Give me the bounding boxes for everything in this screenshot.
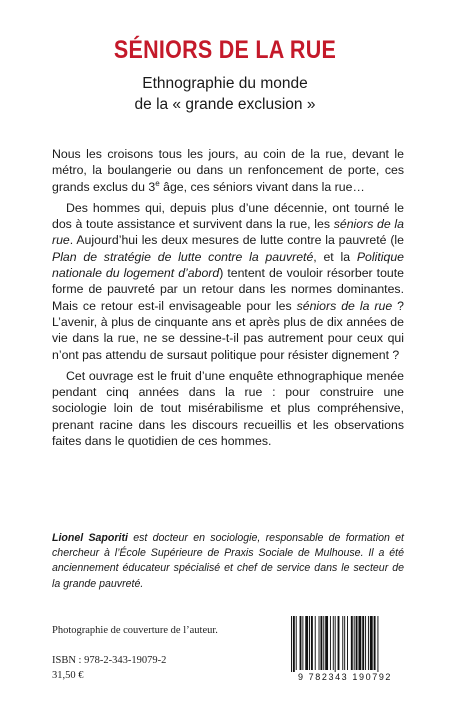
barcode-digits: 9 782343 190792 bbox=[297, 672, 393, 682]
barcode-bar bbox=[368, 616, 369, 670]
barcode-bar bbox=[377, 616, 378, 672]
barcode-bar bbox=[362, 616, 364, 670]
subtitle-line-2: de la « grande exclusion » bbox=[134, 96, 316, 113]
barcode-bars bbox=[287, 616, 403, 672]
barcode-bar bbox=[335, 616, 336, 672]
barcode-bar bbox=[333, 616, 334, 670]
barcode-bar bbox=[358, 616, 361, 670]
barcode-bar bbox=[305, 616, 308, 670]
barcode-bar bbox=[338, 616, 340, 670]
barcode-bar bbox=[342, 616, 343, 670]
barcode-bar bbox=[365, 616, 366, 670]
barcode-bar bbox=[293, 616, 295, 672]
barcode-bar bbox=[320, 616, 322, 670]
barcode-bar bbox=[344, 616, 345, 670]
blurb-paragraph-3: Cet ouvrage est le fruit d’une enquête ethnographique menée pendant cinq années dans la rue : pour construire une sociologie loin de tout misérabilisme et plus compréhensive, prenant racine dans les discours recueillis et les observations faites dans le quotidien de ces hommes. bbox=[52, 368, 404, 449]
barcode-bar bbox=[330, 616, 331, 670]
barcode-bar bbox=[309, 616, 310, 670]
barcode-bar bbox=[302, 616, 303, 670]
barcode-bar bbox=[354, 616, 355, 670]
barcode-bar bbox=[291, 616, 292, 672]
back-cover-blurb bbox=[52, 146, 404, 454]
book-title: SÉNIORS DE LA RUE bbox=[113, 36, 337, 64]
barcode-bar bbox=[351, 616, 353, 670]
barcode-bar bbox=[315, 616, 316, 670]
barcode-bar bbox=[370, 616, 373, 670]
barcode-bar bbox=[347, 616, 348, 670]
barcode-bar bbox=[323, 616, 324, 670]
barcode-bar bbox=[296, 616, 297, 670]
author-name: Lionel Saporiti bbox=[52, 532, 128, 544]
barcode-bar bbox=[356, 616, 358, 670]
book-subtitle bbox=[0, 73, 450, 115]
barcode-bar bbox=[311, 616, 313, 670]
isbn: ISBN : 978-2-343-19079-2 bbox=[52, 655, 167, 666]
barcode-bar bbox=[319, 616, 320, 670]
photo-credit: Photographie de couverture de l’auteur. bbox=[52, 625, 218, 636]
barcode-bar bbox=[325, 616, 328, 670]
author-bio: Lionel Saporiti est docteur en sociologie, responsable de formation et chercheur à l’École Supérieure de Praxis Sociale de Mulhouse. Il a été anciennement éducateur spécialisé et chef de service dans le secteur de la grande pauvreté. bbox=[52, 532, 404, 590]
blurb-paragraph-1: Nous les croisons tous les jours, au coin de la rue, devant le métro, la boulangerie ou dans un renfoncement de porte, ces grands exclus du 3e âge, ces séniors vivant dans la rue… bbox=[52, 147, 404, 194]
price: 31,50 € bbox=[52, 670, 84, 681]
barcode-bar bbox=[374, 616, 376, 670]
blurb-paragraph-2: Des hommes qui, depuis plus d’une décennie, ont tourné le dos à toute assistance et survivent dans la rue, les séniors de la rue. Aujourd’hui les deux mesures de lutte contre la pauvreté (le Plan de stratégie de lutte contre la pauvreté, et la Politique nationale du logement d’abord) tentent de vouloir résorber toute forme de pauvreté par un retour dans les normes dominantes. Mais ce retour est-il envisageable pour les séniors de la rue ? L’avenir, à plus de cinquante ans et après plus de dix années de vie dans la rue, ne se dessine-t-il pas autrement pour ceux qui n’ont pas attendu de sursaut politique pour résister dignement ? bbox=[52, 200, 405, 362]
barcode-bar bbox=[300, 616, 302, 670]
subtitle-line-1: Ethnographie du monde bbox=[142, 75, 308, 92]
